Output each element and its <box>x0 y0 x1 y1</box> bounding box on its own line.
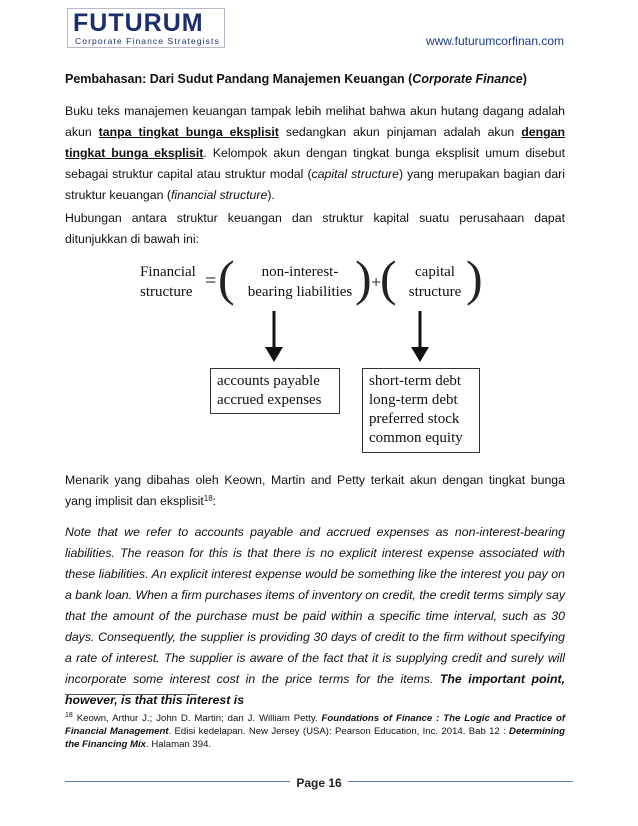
page-number: Page 16 <box>0 774 638 792</box>
box-item: preferred stock <box>369 411 460 427</box>
paren-open: ( <box>218 250 235 306</box>
box-item: common equity <box>369 430 463 446</box>
logo-wordmark: FUTURUM <box>73 9 204 37</box>
capital-structure-box <box>362 368 480 453</box>
lhs-line2: structure <box>140 284 193 300</box>
paragraph-intro: Buku teks manajemen keuangan tampak lebih melihat bahwa akun hutang dagang adalah akun tanpa tingkat bunga eksplisit sedangkan akun pinjaman adalah akun dengan tingkat bunga eksplisit. Kelompok akun dengan tingkat bunga eksplisit umum disebut sebagai struktur capital atau struktur modal (capital structure) yang merupakan bagian dari struktur keuangan (financial structure). <box>65 104 565 202</box>
box-item: accrued expenses <box>217 392 322 408</box>
emphasis: The important point, however, is that this interest is <box>65 672 565 707</box>
paren-close: ) <box>355 250 372 306</box>
nib-line2: bearing liabilities <box>247 284 353 300</box>
plus-sign: + <box>371 272 382 292</box>
cap-line1: capital <box>415 264 455 280</box>
website-link[interactable]: www.futurumcorfinan.com <box>425 34 564 48</box>
footnote: $^{18}$ Keown, Arthur J.; John D. Martin; dan J. William Petty. Foundations of Finance : The Logic and Practice of Financial Management. Edisi kedelapan. New Jersey (USA): Pearson Education, Inc. 2014. Bab 12 : Determining the Financing Mix. Halaman 394. <box>65 712 566 750</box>
financial-structure-diagram <box>122 245 482 485</box>
box-item: long-term debt <box>369 392 458 408</box>
footnote-ref[interactable]: 18 <box>203 494 213 503</box>
logo-tagline: Corporate Finance Strategists <box>75 36 220 46</box>
underlined-term: dengan tingkat bunga eksplisit <box>65 125 565 160</box>
cap-line2: structure <box>408 284 462 300</box>
box-item: accounts payable <box>217 373 320 389</box>
non-interest-bearing-box <box>210 368 340 414</box>
company-logo <box>67 8 225 48</box>
paragraph-relationship: Hubungan antara struktur keuangan dan struktur kapital suatu perusahaan dapat ditunjukkan di bawah ini: <box>65 211 565 246</box>
nib-line1: non-interest- <box>261 264 339 280</box>
section-heading: Pembahasan: Dari Sudut Pandang Manajemen Keuangan (Corporate Finance) <box>65 72 527 86</box>
underlined-term: tanpa tingkat bunga eksplisit <box>98 125 279 139</box>
box-item: short-term debt <box>369 373 462 389</box>
lhs-line1: Financial <box>140 264 196 280</box>
paren-close: ) <box>466 250 483 306</box>
footnote-separator <box>65 694 197 695</box>
equals-sign: = <box>205 270 217 292</box>
quoted-passage: Note that we refer to accounts payable and accrued expenses as non-interest-bearing liabilities. The reason for this is that there is no explicit interest expense associated with these liabilities. An explicit interest expense would be something like the interest you pay on a bank loan. When a firm purchases items of inventory on credit, the credit terms simply say that the amount of the purchase must be paid within a specific time interval, such as 30 days. Consequently, the supplier is providing 30 days of credit to the firm without specifying a rate of interest. The supplier is aware of the fact that it is supplying credit and surely will incorporate some interest cost in the price terms for the items. The important point, however, is that this interest is <box>65 525 565 707</box>
paren-open: ( <box>380 250 397 306</box>
paragraph-keown: Menarik yang dibahas oleh Keown, Martin and Petty terkait akun dengan tingkat bunga yang implisit dan eksplisit$^{18}$: <box>65 473 565 508</box>
